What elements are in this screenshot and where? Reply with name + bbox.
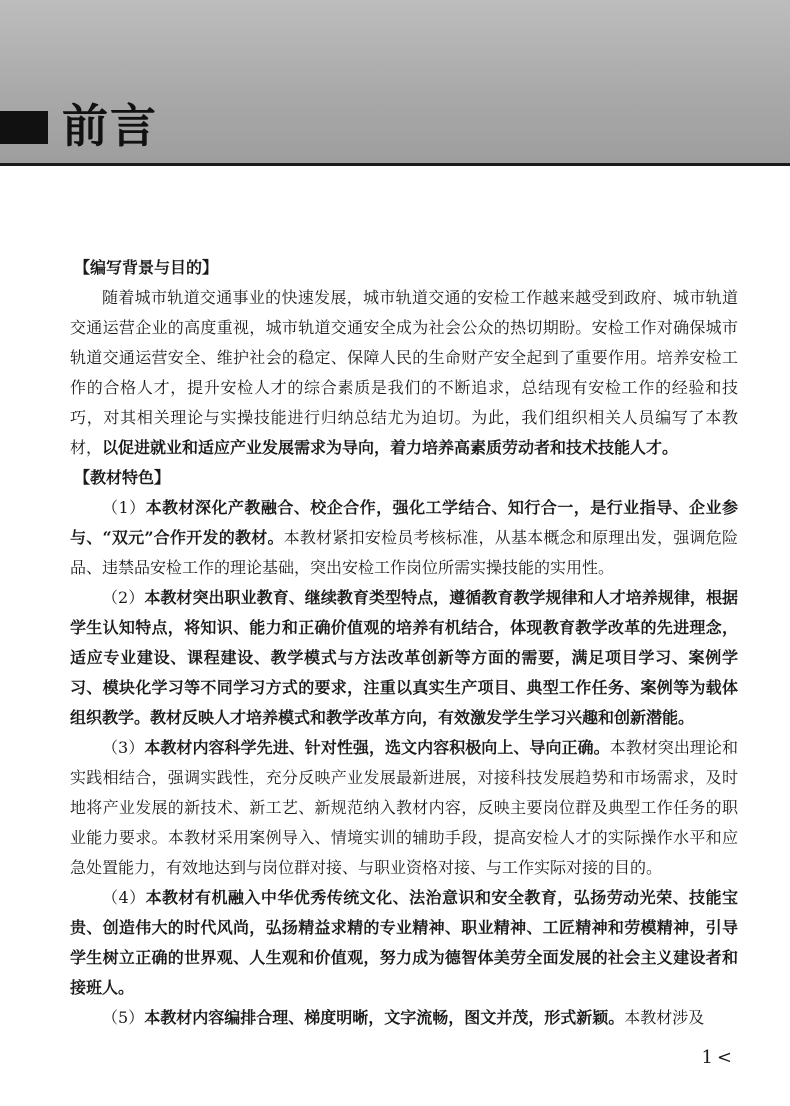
feature-item-5	[70, 1003, 738, 1033]
section-heading-features: 【教材特色】	[74, 468, 171, 487]
feature-item-1	[70, 493, 738, 583]
feature-item-3	[70, 733, 738, 883]
paragraph-background	[70, 283, 738, 463]
feature-number: （5）	[102, 1008, 145, 1027]
section-heading-background: 【编写背景与目的】	[74, 258, 219, 277]
header-divider	[0, 163, 790, 166]
feature-text: 本教材紧扣安检员考核标准，从基本概念和原理出发，强调危险品、违禁品安检工作的理论基础，突出安检工作岗位所需实操技能的实用性。	[70, 528, 738, 577]
page-arrow-icon: <	[716, 1047, 732, 1068]
feature-number: （1）	[102, 498, 146, 517]
paragraph-bold-text: 以促进就业和适应产业发展需求为导向，着力培养高素质劳动者和技术技能人才。	[102, 438, 679, 457]
feature-number: （3）	[102, 738, 145, 757]
feature-bold-text: 本教材内容科学先进、针对性强，选文内容积极向上、导向正确。	[144, 738, 610, 757]
feature-bold-text: 本教材突出职业教育、继续教育类型特点，遵循教育教学规律和人才培养规律，根据学生认知特点，将知识、能力和正确价值观的培养有机结合，体现教育教学改革的先进理念，适应专业建设、课程建设、教学模式与方法改革创新等方面的需要，满足项目学习、案例学习、模块化学习等不同学习方式的要求，注重以真实生产项目、典型工作任务、案例等为载体组织教学。教材反映人才培养模式和教学改革方向，有效激发学生学习兴趣和创新潜能。	[70, 588, 738, 727]
feature-bold-text: 本教材内容编排合理、梯度明晰，文字流畅，图文并茂，形式新颖。	[144, 1008, 625, 1027]
body-content	[70, 253, 738, 1033]
page-title: 前言	[62, 99, 158, 153]
feature-bold-text: 本教材有机融入中华优秀传统文化、法治意识和安全教育，弘扬劳动光荣、技能宝贵、创造伟大的时代风尚，弘扬精益求精的专业精神、职业精神、工匠精神和劳模精神，引导学生树立正确的世界观、人生观和价值观，努力成为德智体美劳全面发展的社会主义建设者和接班人。	[70, 888, 738, 997]
feature-item-4	[70, 883, 738, 1003]
feature-bold-text: 本教材深化产教融合、校企合作，强化工学结合、知行合一，是行业指导、企业参与、“双元”合作开发的教材。	[70, 498, 738, 547]
feature-item-2	[70, 583, 738, 733]
title-marker-block	[0, 111, 48, 144]
feature-number: （4）	[102, 888, 146, 907]
feature-text: 本教材突出理论和实践相结合，强调实践性，充分反映产业发展最新进展，对接科技发展趋势和市场需求，及时地将产业发展的新技术、新工艺、新规范纳入教材内容，反映主要岗位群及典型工作任务的职业能力要求。本教材采用案例导入、情境实训的辅助手段，提高安检人才的实际操作水平和应急处置能力，有效地达到与岗位群对接、与职业资格对接、与工作实际对接的目的。	[70, 738, 738, 877]
page-number	[701, 1046, 732, 1070]
feature-number: （2）	[102, 588, 145, 607]
paragraph-text: 随着城市轨道交通事业的快速发展，城市轨道交通的安检工作越来越受到政府、城市轨道交通运营企业的高度重视，城市轨道交通安全成为社会公众的热切期盼。安检工作对确保城市轨道交通运营安全、维护社会的稳定、保障人民的生命财产安全起到了重要作用。培养安检工作的合格人才，提升安检人才的综合素质是我们的不断追求，总结现有安检工作的经验和技巧，对其相关理论与实操技能进行归纳总结尤为迫切。为此，我们组织相关人员编写了本教材，	[70, 288, 738, 457]
feature-text: 本教材涉及	[624, 1008, 705, 1027]
page-number-value: 1	[701, 1047, 713, 1068]
